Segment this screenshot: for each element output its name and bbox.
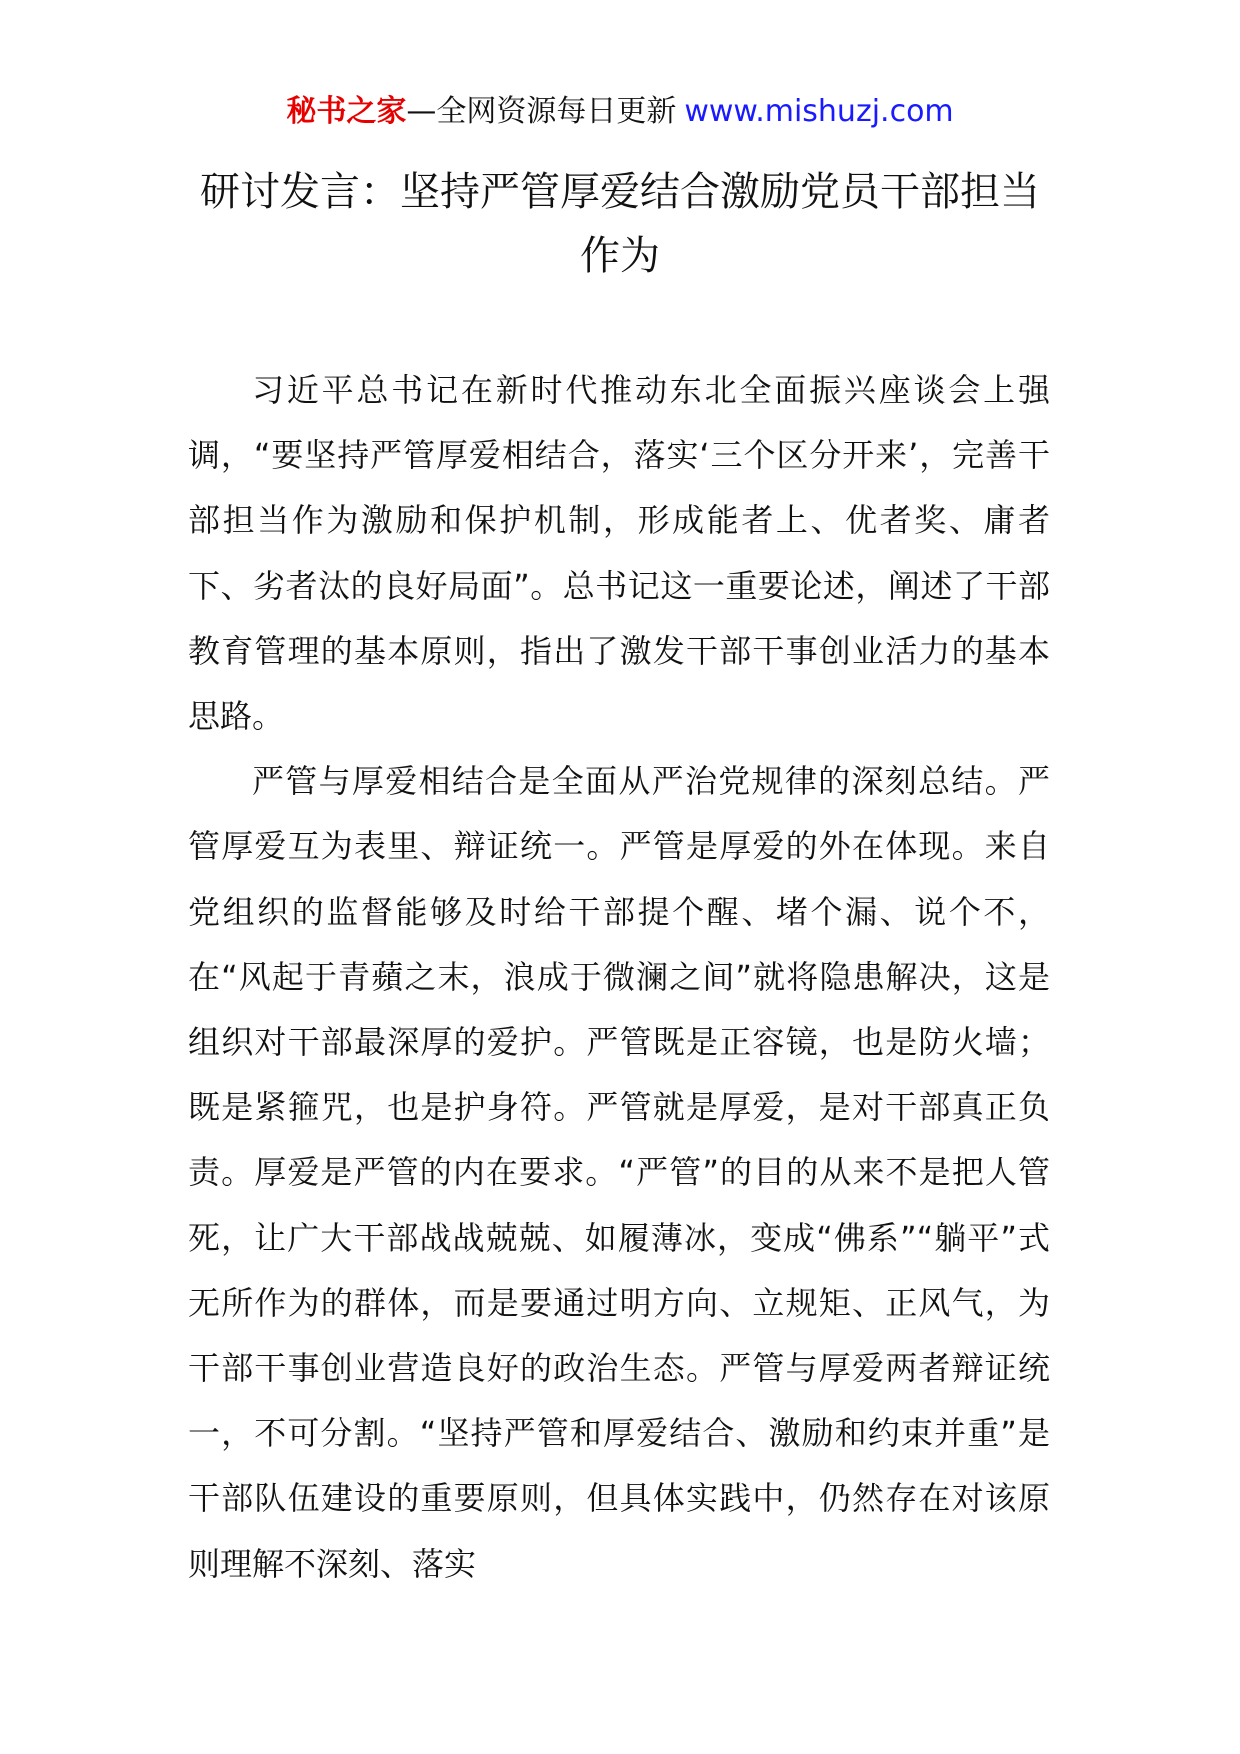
site-tagline: —全网资源每日更新 <box>406 94 677 129</box>
document-title: 研讨发言：坚持严管厚爱结合激励党员干部担当作为 <box>200 169 1040 279</box>
site-brand: 秘书之家 <box>286 94 407 129</box>
paragraph-1: 习近平总书记在新时代推动东北全面振兴座谈会上强调，“要坚持严管厚爱相结合，落实‘三个区分开来’，完善干部担当作为激励和保护机制，形成能者上、优者奖、庸者下、劣者汰的良好局面”。总书记这一重要论述，阐述了干部教育管理的基本原则，指出了激发干部干事创业活力的基本思路。 <box>188 371 1050 736</box>
document-body <box>188 358 1050 1597</box>
paragraph-2: 严管与厚爱相结合是全面从严治党规律的深刻总结。严管厚爱互为表里、辩证统一。严管是厚爱的外在体现。来自党组织的监督能够及时给干部提个醒、堵个漏、说个不，在“风起于青蘋之末，浪成于微澜之间”就将隐患解决，这是组织对干部最深厚的爱护。严管既是正容镜，也是防火墙；既是紧箍咒，也是护身符。严管就是厚爱，是对干部真正负责。厚爱是严管的内在要求。“严管”的目的从来不是把人管死，让广大干部战战兢兢、如履薄冰，变成“佛系”“躺平”式无所作为的群体，而是要通过明方向、立规矩、正风气，为干部干事创业营造良好的政治生态。严管与厚爱两者辩证统一，不可分割。“坚持严管和厚爱结合、激励和约束并重”是干部队伍建设的重要原则，但具体实践中，仍然存在对该原则理解不深刻、落实 <box>188 762 1050 1583</box>
site-header <box>0 92 1240 132</box>
site-url-link[interactable]: www.mishuzj.com <box>684 94 954 129</box>
